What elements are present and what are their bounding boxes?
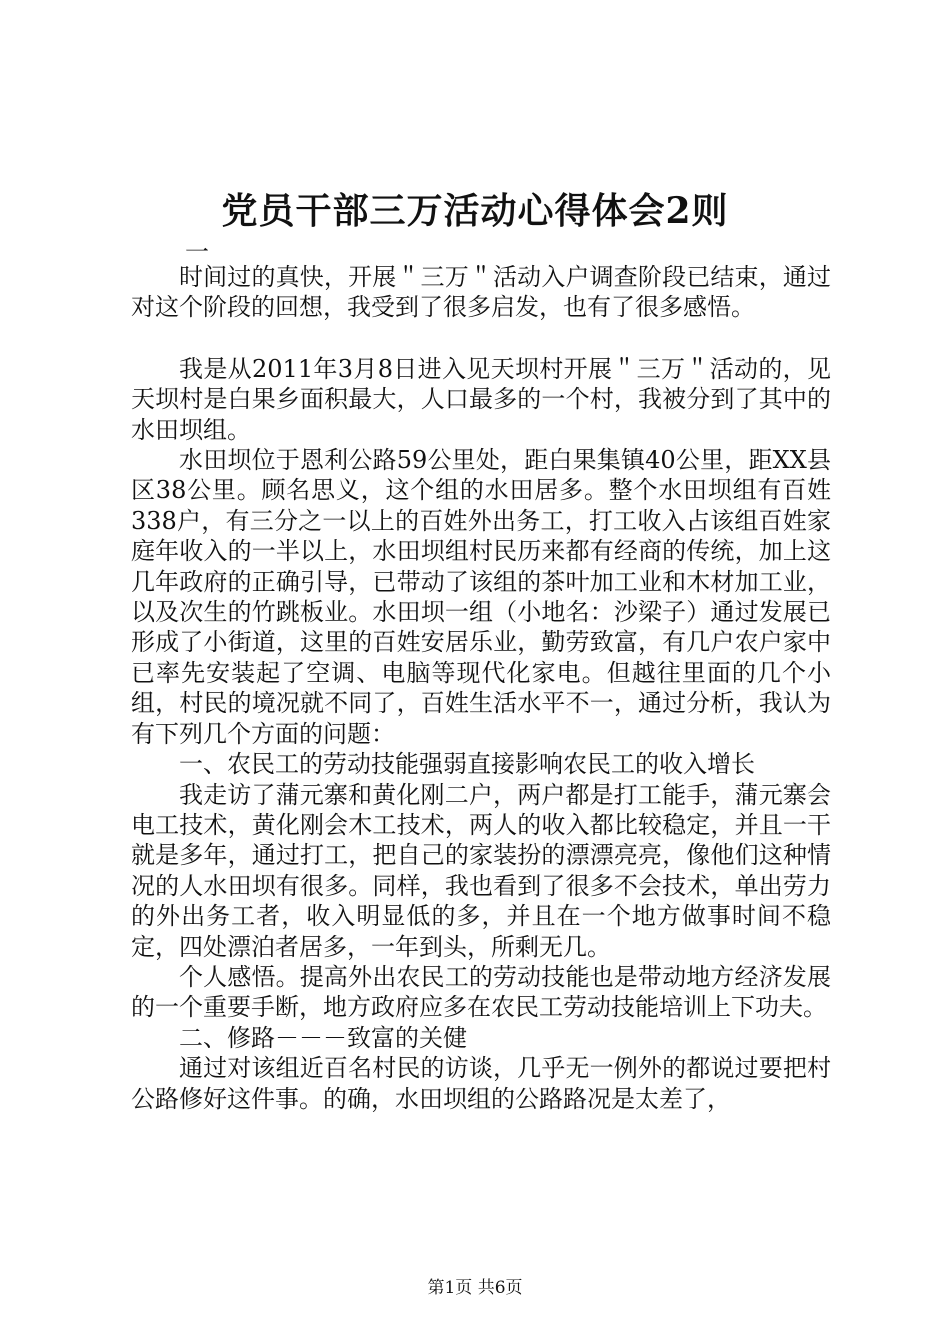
- section-number: 一: [185, 238, 209, 266]
- paragraph: 我是从2011年3月8日进入见天坝村开展＂三万＂活动的，见天坝村是白果乡面积最大，人口最多的一个村，我被分到了其中的水田坝组。: [131, 354, 831, 444]
- page-footer: 第1页 共6页: [427, 1278, 523, 1298]
- section-heading: 二、修路－－－致富的关健: [179, 1023, 467, 1052]
- paragraph: 水田坝位于恩利公路59公里处，距白果集镇40公里，距XX县区38公里。顾名思义，这个组的水田居多。整个水田坝组有百姓338户，有三分之一以上的百姓外出务工，打工收入占该组百姓家庭年收入的一半以上，水田坝组村民历来都有经商的传统，加上这几年政府的正确引导，已带动了该组的茶叶加工业和木材加工业，以及次生的竹跳板业。水田坝一组（小地名：沙梁子）通过发展已形成了小街道，这里的百姓安居乐业，勤劳致富，有几户农户家中已率先安装起了空调、电脑等现代化家电。但越往里面的几个小组，村民的境况就不同了，百姓生活水平不一，通过分析，我认为有下列几个方面的问题：: [131, 446, 831, 748]
- paragraph: 我走访了蒲元寨和黄化刚二户，两户都是打工能手，蒲元寨会电工技术，黄化刚会木工技术，两人的收入都比较稳定，并且一干就是多年，通过打工，把自己的家装扮的漂漂亮亮，像他们这种情况的人水田坝有很多。同样，我也看到了很多不会技术，单出劳力的外出务工者，收入明显低的多，并且在一个地方做事时间不稳定，四处漂泊者居多，一年到头，所剩无几。: [131, 780, 831, 961]
- paragraph: 时间过的真快，开展＂三万＂活动入户调查阶段已结束，通过对这个阶段的回想，我受到了很多启发，也有了很多感悟。: [131, 263, 831, 322]
- paragraph: 通过对该组近百名村民的访谈，几乎无一例外的都说过要把村公路修好这件事。的确，水田坝组的公路路况是太差了，: [131, 1054, 831, 1113]
- paragraph: 个人感悟。提高外出农民工的劳动技能也是带动地方经济发展的一个重要手断，地方政府应多在农民工劳动技能培训上下功夫。: [131, 962, 831, 1022]
- document-body: [131, 262, 831, 1114]
- section-heading: 一、农民工的劳动技能强弱直接影响农民工的收入增长: [179, 750, 755, 779]
- document-title: 党员干部三万活动心得体会2则: [221, 190, 729, 232]
